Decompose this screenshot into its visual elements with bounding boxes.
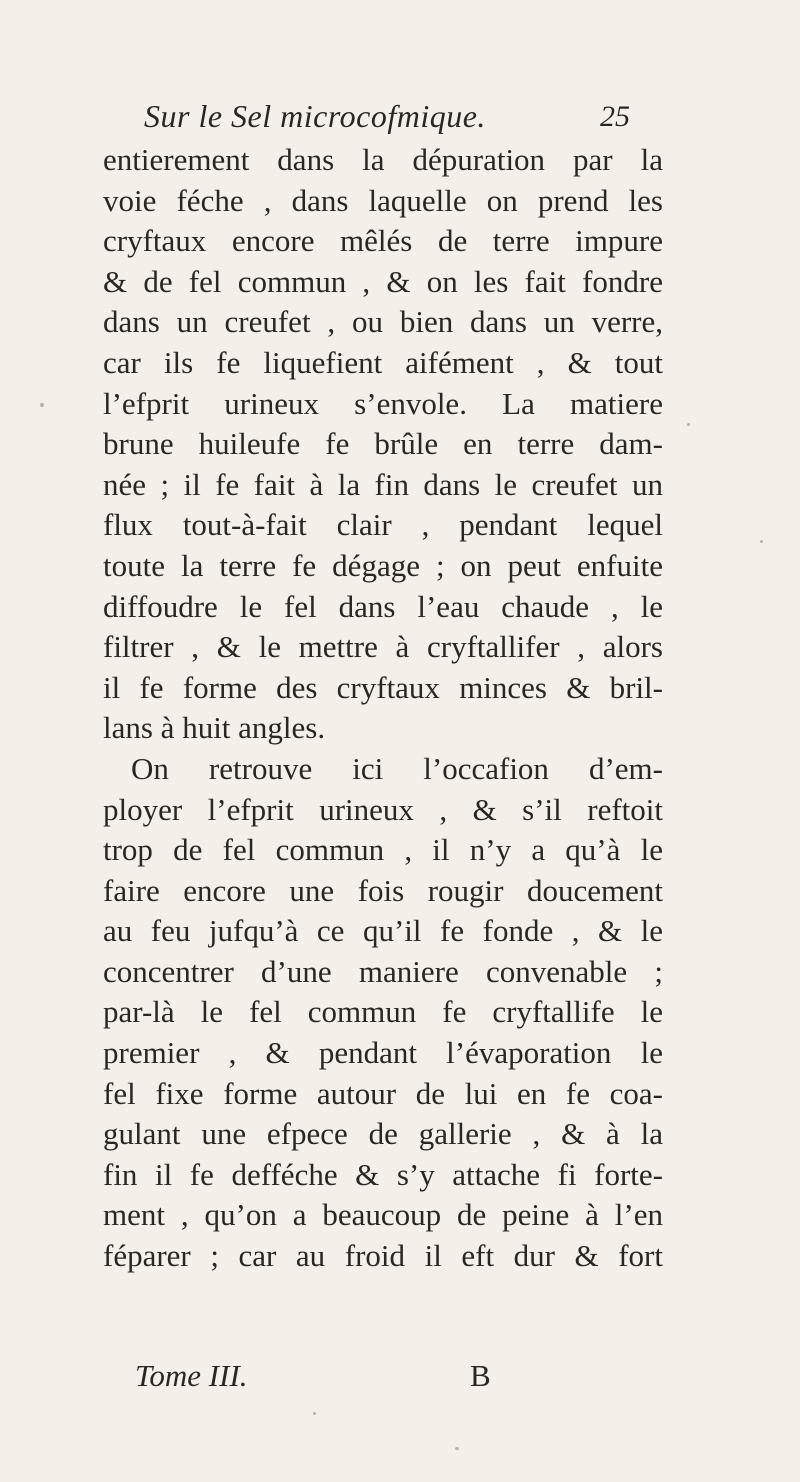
text-line: cryftaux encore mêlés de terre impure [103,223,663,259]
text-line: au feu jufqu’à ce qu’il fe fonde , & le [103,913,663,949]
paper-speck [313,1412,316,1415]
text-line: flux tout-à-fait clair , pendant lequel [103,507,663,543]
text-line: car ils fe liquefient aifément , & tout [103,344,663,380]
text-line: concentrer d’une maniere convenable ; [103,953,663,989]
text-line: trop de fel commun , il n’y a qu’à le [103,832,663,868]
text-line: ment , qu’on a beaucoup de peine à l’en [103,1197,663,1233]
text-line: toute la terre fe dégage ; on peut enfuite [103,547,663,583]
text-line: voie féche , dans laquelle on prend les [103,182,663,218]
volume-label: Tome III. [135,1358,248,1393]
page-header [140,98,640,142]
text-line: gulant une efpece de gallerie , & à la [103,1116,663,1152]
text-line: fel fixe forme autour de lui en fe coa- [103,1075,663,1111]
text-line: il fe forme des cryftaux minces & bril- [103,669,663,705]
text-line: entierement dans la dépuration par la [103,142,663,177]
text-line: faire encore une fois rougir doucement [103,872,663,908]
text-line: premier , & pendant l’évaporation le [103,1035,663,1071]
text-line: & de fel commun , & on les fait fondre [103,263,663,299]
page-number: 25 [600,100,630,133]
text-line: par-là le fel commun fe cryftallife le [103,994,663,1030]
signature-mark: B [470,1358,491,1393]
text-line: diffoudre le fel dans l’eau chaude , le [103,588,663,624]
body-text [103,140,663,1277]
text-line: dans un creufet , ou bien dans un verre, [103,304,663,340]
paper-speck [687,423,690,426]
text-line: née ; il fe fait à la fin dans le creufet un [103,466,663,502]
text-line: fin il fe defféche & s’y attache fi forte- [103,1156,663,1192]
paragraph-end-line: lans à huit angles. [103,710,326,746]
text-line: féparer ; car au froid il eft dur & fort [103,1238,663,1274]
paper-speck [40,403,44,407]
running-title: Sur le Sel microcofmique. [144,98,486,134]
text-line: l’efprit urineux s’envole. La matiere [103,385,663,421]
text-line: brune huileufe fe brûle en terre dam- [103,426,663,462]
text-line: filtrer , & le mettre à cryftallifer , alors [103,629,663,665]
paper-speck [760,540,763,543]
text-line: ployer l’efprit urineux , & s’il reftoit [103,791,663,827]
page-footer [135,1358,635,1398]
paper-speck [455,1447,459,1450]
paragraph-start-line: On retrouve ici l’occafion d’em- [131,750,663,786]
